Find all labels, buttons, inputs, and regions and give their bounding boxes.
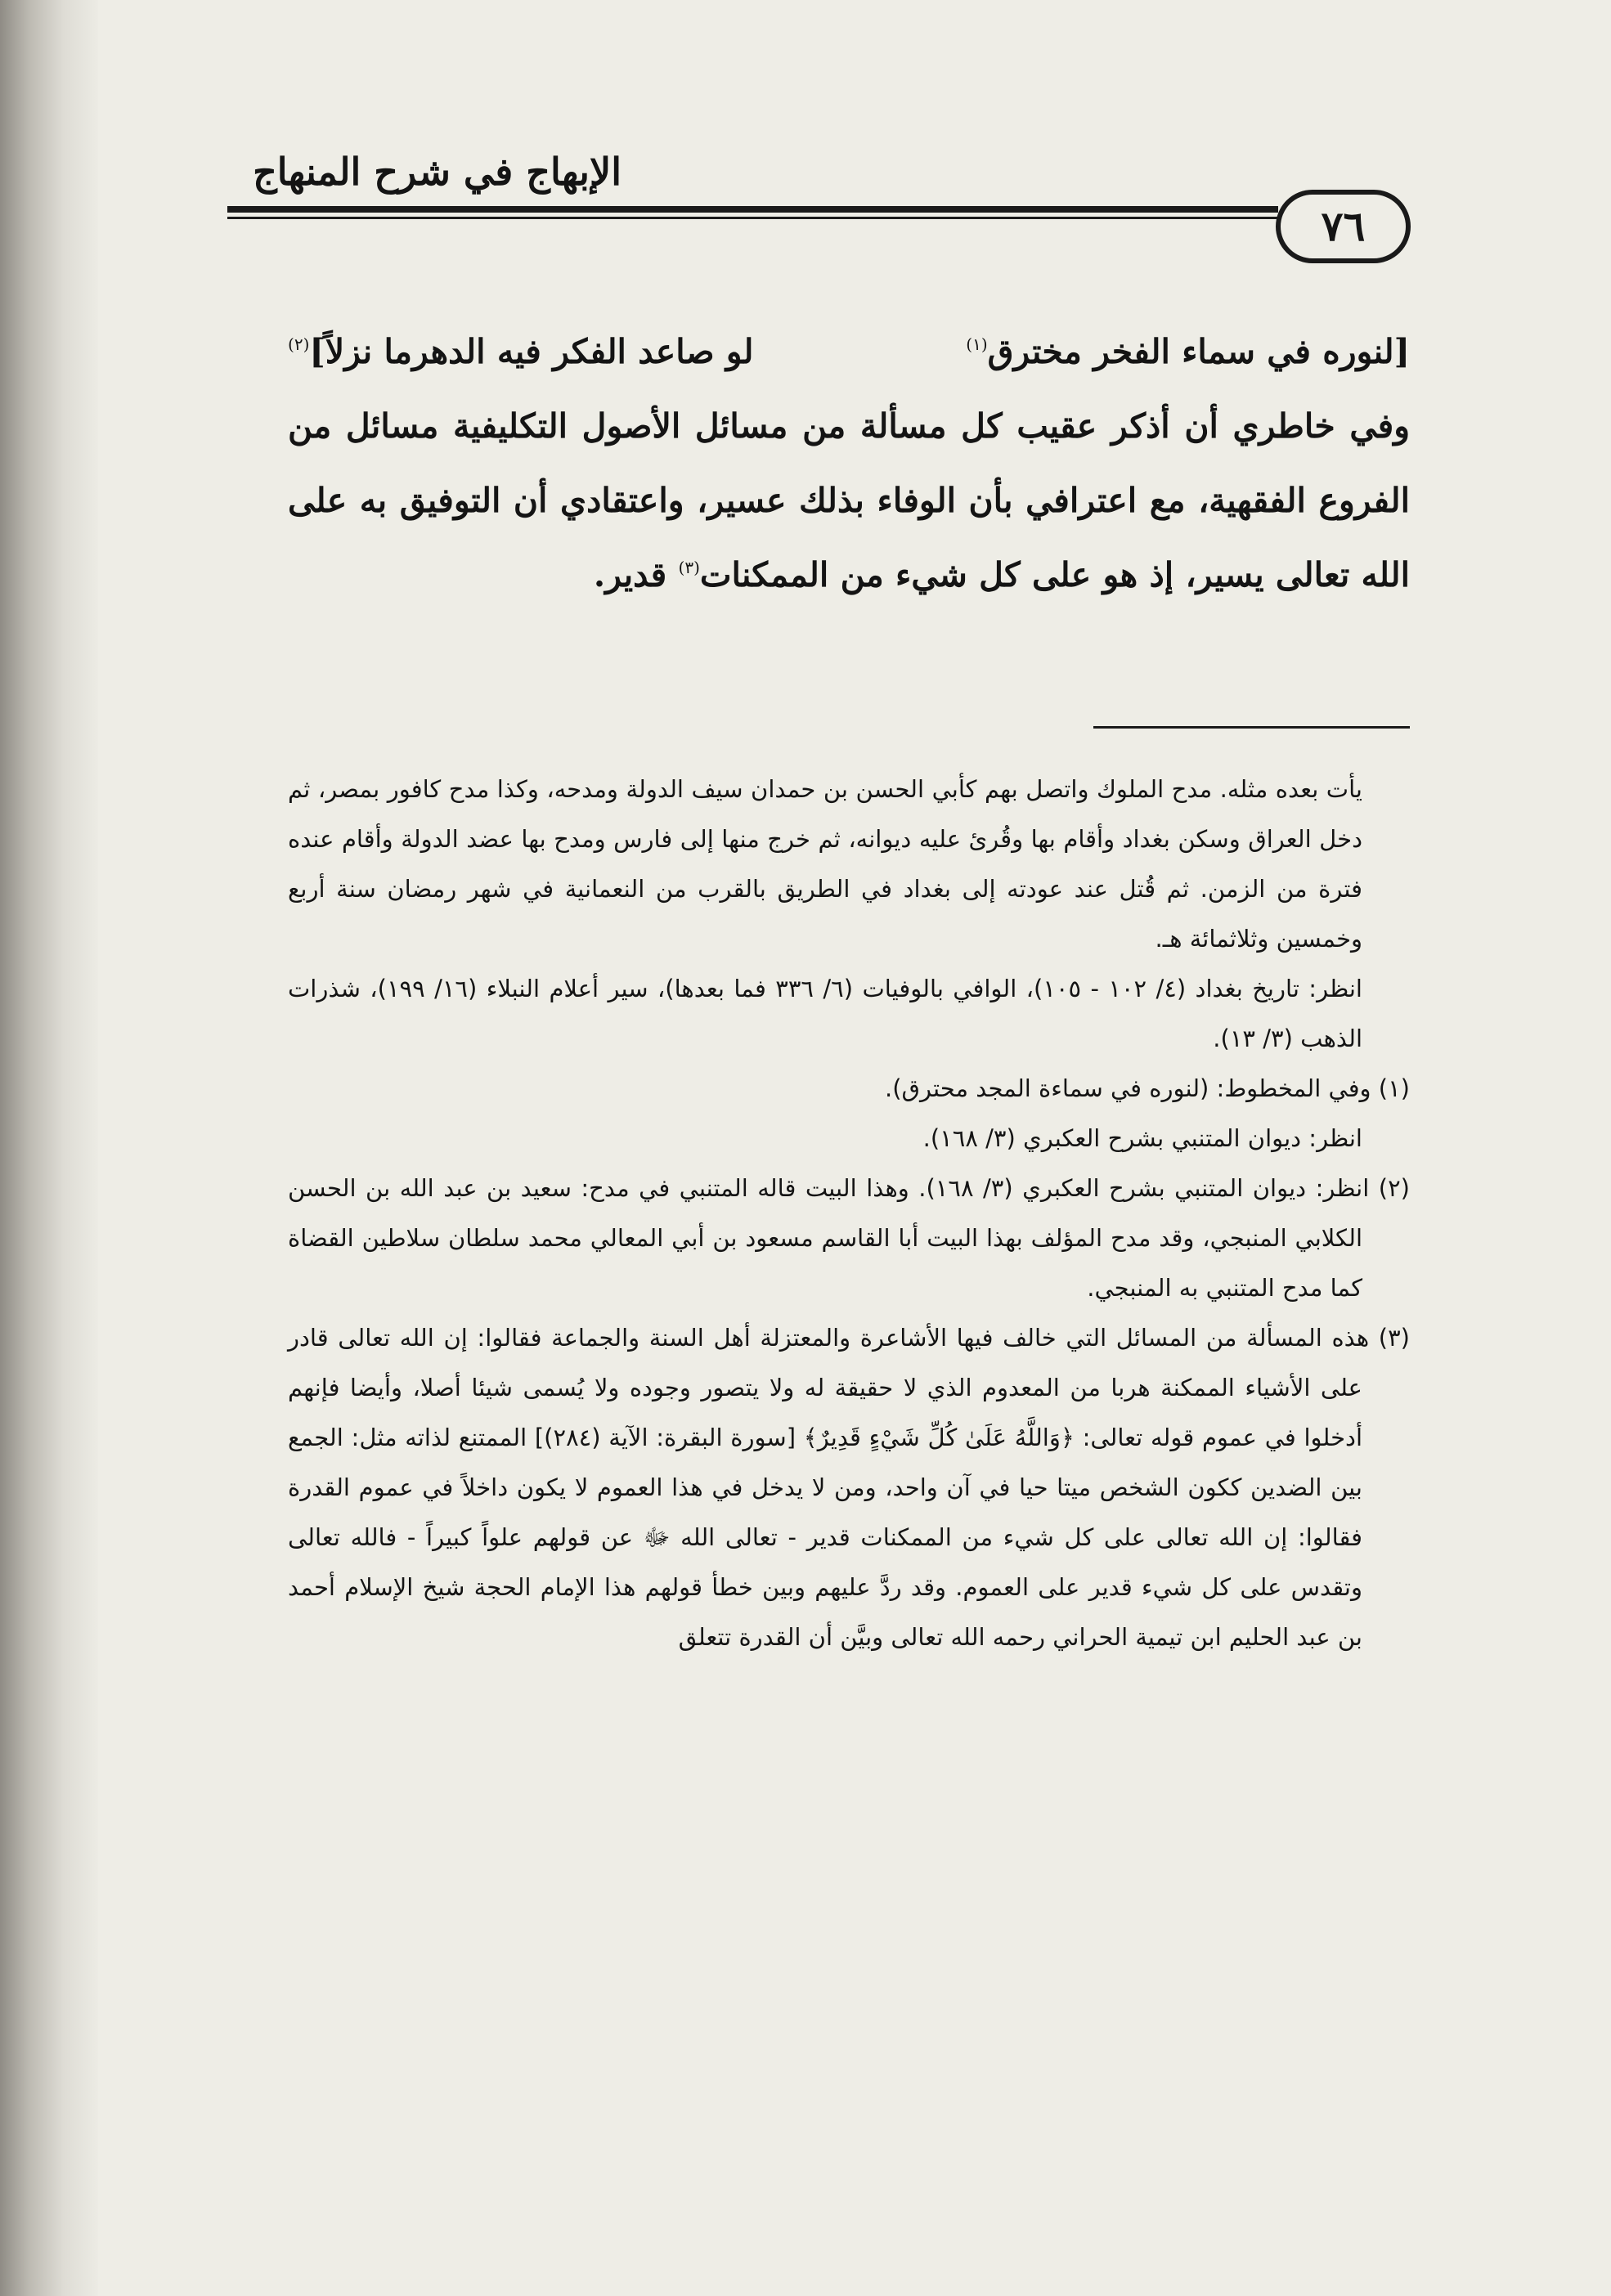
running-title: الإبهاج في شرح المنهاج	[253, 150, 622, 194]
page-number: ٧٦	[1276, 190, 1411, 263]
header-rule-thin	[227, 217, 1278, 219]
note-ref-3: (٣)	[678, 558, 700, 577]
footnote-2: (٢) انظر: ديوان المتنبي بشرح العكبري (٣/ ١٦٨). وهذا البيت قاله المتنبي في مدح: سعيد بن عبد الله بن الحسن الكلابي المنبجي، وقد مدح المؤلف بهذا البيت أبا القاسم مسعود بن أبي المعالي محمد سلطان سلاطين القضاة كما مدح المتنبي به المنبجي.	[288, 1174, 1410, 1302]
book-page	[98, 0, 1611, 2296]
footnotes	[288, 765, 1410, 1662]
footnote-sources: انظر: تاريخ بغداد (٤/ ١٠٢ - ١٠٥)، الوافي بالوفيات (٦/ ٣٣٦ فما بعدها)، سير أعلام النبلاء (١٦/ ١٩٩)، شذرات الذهب (٣/ ١٣).	[288, 975, 1362, 1052]
verse-right-hemistich: [لنوره في سماء الفخر مخترق$^{(١)}$	[966, 332, 1410, 371]
note-ref-1: (١)	[966, 334, 988, 354]
book-binding-shadow	[0, 0, 98, 2296]
footnote-separator	[1093, 726, 1410, 729]
footnote-3: (٣) هذه المسألة من المسائل التي خالف فيها الأشاعرة والمعتزلة أهل السنة والجماعة فقالوا: إن الله تعالى قادر على الأشياء الممكنة هربا من المعدوم الذي لا حقيقة له ولا يتصور وجوده ولا يُسمى شيئا أصلا، وأيضا فإنهم أدخلوا في عموم قوله تعالى: ﴿وَاللَّهُ عَلَىٰ كُلِّ شَيْءٍ قَدِيرٌ﴾ [سورة البقرة: الآية (٢٨٤)] الممتنع لذاته مثل: الجمع بين الضدين ككون الشخص ميتا حيا في آن واحد، ومن لا يدخل في هذا العموم لا يكون داخلاً في عموم القدرة فقالوا: إن الله تعالى على كل شيء من الممكنات قدير - تعالى الله ﷻ عن قولهم علواً كبيراً - فالله تعالى وتقدس على كل شيء قدير على العموم. وقد ردَّ عليهم وبين خطأ قولهم هذا الإمام الحجة شيخ الإسلام أحمد بن عبد الحليم ابن تيمية الحراني رحمه الله تعالى وبيَّن أن القدرة تتعلق	[288, 1324, 1410, 1651]
verse-left-hemistich: لو صاعد الفكر فيه الدهرما نزلاً]$^{(٢)}$	[288, 332, 754, 371]
poetry-verse	[288, 315, 1410, 389]
note-ref-2: (٢)	[288, 334, 310, 354]
main-text	[288, 315, 1410, 612]
footnote-1: (١) وفي المخطوط: (لنوره في سماءة المجد محترق).	[884, 1074, 1410, 1102]
footnote-continuation: يأت بعده مثله. مدح الملوك واتصل بهم كأبي الحسن بن حمدان سيف الدولة ومدحه، وكذا مدح كافور بمصر، ثم دخل العراق وسكن بغداد وأقام بها وقُرئ عليه ديوانه، ثم خرج منها إلى فارس ومدح بها عضد الدولة وأقام عنده فترة من الزمن. ثم قُتل عند عودته إلى بغداد في الطريق بالقرب من النعمانية في شهر رمضان سنة أربع وخمسين وثلاثمائة هـ.	[288, 775, 1362, 953]
footnote-1-reference: انظر: ديوان المتنبي بشرح العكبري (٣/ ١٦٨).	[922, 1124, 1362, 1152]
main-paragraph: وفي خاطري أن أذكر عقيب كل مسألة من مسائل الأصول التكليفية مسائل من الفروع الفقهية، مع اعترافي بأن الوفاء بذلك عسير، واعتقادي أن التوفيق به على الله تعالى يسير، إذ هو على كل شيء من الممكنات$^{(٣)}$ قدير.	[288, 406, 1410, 594]
header-rule	[227, 206, 1278, 213]
